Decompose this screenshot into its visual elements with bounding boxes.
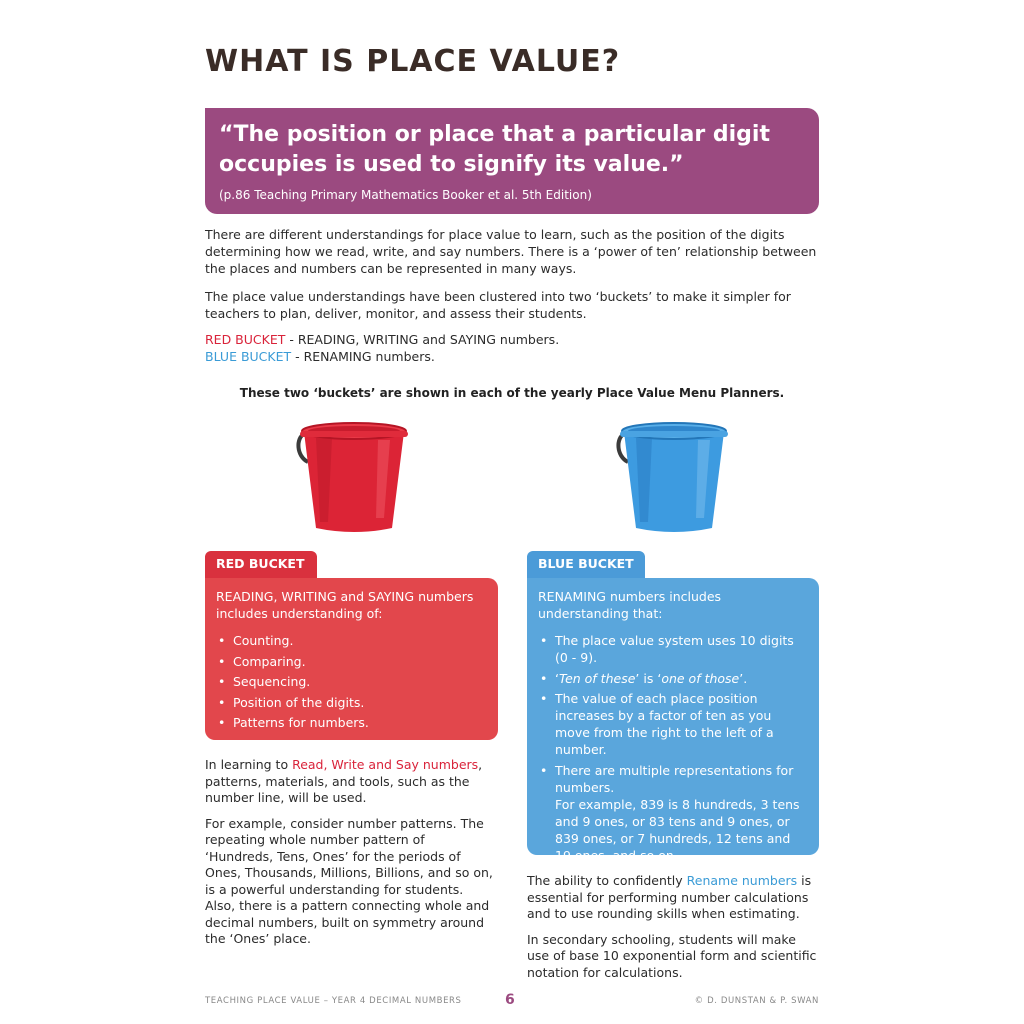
blue-bucket-tab: BLUE BUCKET xyxy=(527,551,645,579)
red-bucket-desc: - READING, WRITING and SAYING numbers. xyxy=(285,332,560,347)
list-item: • Sequencing. xyxy=(216,673,487,690)
text-span: , patterns, materials, and tools, such as the number line, will be used. xyxy=(205,757,483,805)
list-item xyxy=(538,670,808,687)
quote-mark: ’ xyxy=(739,670,744,686)
italic-phrase: one of those xyxy=(661,670,740,686)
red-card-intro: READING, WRITING and SAYING numbers includes understanding of: xyxy=(216,589,474,621)
rename-numbers-highlight: Rename numbers xyxy=(686,873,798,888)
list-item-text: • There are multiple representations for numbers. xyxy=(555,762,794,795)
red-card-list xyxy=(216,632,487,731)
intro-paragraph-1: There are different understandings for place value to learn, such as the position of the digits determining how we read, write, and say numbers. There is a ‘power of ten’ relationship between the places and numbers can be represented in many ways. xyxy=(205,227,817,276)
buckets-note: These two ‘buckets’ are shown in each of the yearly Place Value Menu Planners. xyxy=(239,386,785,400)
list-item xyxy=(538,762,808,864)
quote-mark: ‘ xyxy=(555,670,559,686)
connector-text: is xyxy=(639,670,658,686)
quote-box xyxy=(205,108,819,214)
blue-bucket-card xyxy=(527,578,819,863)
left-paragraph-2: For example, consider number patterns. The repeating whole number pattern of ‘Hundreds, Tens, Ones’ for the periods of Ones, Thousands, Millions, Billions, and so on, is a powerful understanding for students. Also, there is a pattern connecting whole and decimal numbers, built on symmetry around the ‘Ones’ place. xyxy=(205,815,493,946)
list-item: • Comparing. xyxy=(216,653,487,670)
red-bucket-card xyxy=(205,578,498,740)
read-write-say-highlight: Read, Write and Say numbers xyxy=(292,757,479,772)
blue-bucket-legend xyxy=(205,348,819,365)
list-item: • Patterns for numbers. xyxy=(216,714,487,731)
footer-right: © D. DUNSTAN & P. SWAN xyxy=(694,996,819,1006)
period: . xyxy=(743,670,748,686)
text-span: The ability to confidently xyxy=(527,873,687,888)
bucket-legend xyxy=(205,331,819,365)
blue-bucket-label: BLUE BUCKET xyxy=(205,349,292,364)
red-bucket-tab: RED BUCKET xyxy=(205,551,317,579)
text-span: is essential for performing number calculations and to use rounding skills when estimating. xyxy=(527,873,812,921)
red-bucket-label: RED BUCKET xyxy=(205,332,286,347)
blue-bucket-desc: - RENAMING numbers. xyxy=(291,349,435,364)
right-column-text xyxy=(527,873,819,990)
list-item-example: For example, 839 is 8 hundreds, 3 tens and 9 ones, or 83 tens and 9 ones, or 839 ones, or 7 hundreds, 12 tens and 19 ones, and so on. xyxy=(555,796,800,863)
red-bucket-legend xyxy=(205,331,819,348)
quote-mark: ’ xyxy=(635,670,640,686)
page-number: 6 xyxy=(505,992,515,1008)
footer-left: TEACHING PLACE VALUE – YEAR 4 DECIMAL NUMBERS xyxy=(205,996,462,1006)
text-span: In learning to xyxy=(205,757,293,772)
list-item: • Position of the digits. xyxy=(216,694,487,711)
list-item: • The place value system uses 10 digits (0 - 9). xyxy=(538,632,808,666)
blue-card-intro: RENAMING numbers includes understanding that: xyxy=(538,589,722,621)
list-item: • The value of each place position increases by a factor of ten as you move from the right to the left of a number. xyxy=(538,690,808,758)
blue-bucket-image xyxy=(614,418,734,536)
italic-phrase: Ten of these xyxy=(558,670,636,686)
intro-paragraph-2: The place value understandings have been clustered into two ‘buckets’ to make it simpler for teachers to plan, deliver, monitor, and assess their students. xyxy=(205,289,791,321)
page-title: WHAT IS PLACE VALUE? xyxy=(205,44,621,79)
left-paragraph-1 xyxy=(205,757,495,807)
right-paragraph-1 xyxy=(527,873,819,923)
red-bucket-image xyxy=(294,418,414,536)
quote-text: “The position or place that a particular digit occupies is used to signify its value.” xyxy=(219,122,770,177)
right-paragraph-2: In secondary schooling, students will make use of base 10 exponential form and scientific notation for calculations. xyxy=(527,931,817,980)
quote-mark: ‘ xyxy=(657,670,662,686)
blue-card-list xyxy=(538,632,808,864)
quote-source: (p.86 Teaching Primary Mathematics Booker et al. 5th Edition) xyxy=(219,188,592,202)
list-item: • Counting. xyxy=(216,632,487,649)
left-column-text xyxy=(205,757,495,957)
